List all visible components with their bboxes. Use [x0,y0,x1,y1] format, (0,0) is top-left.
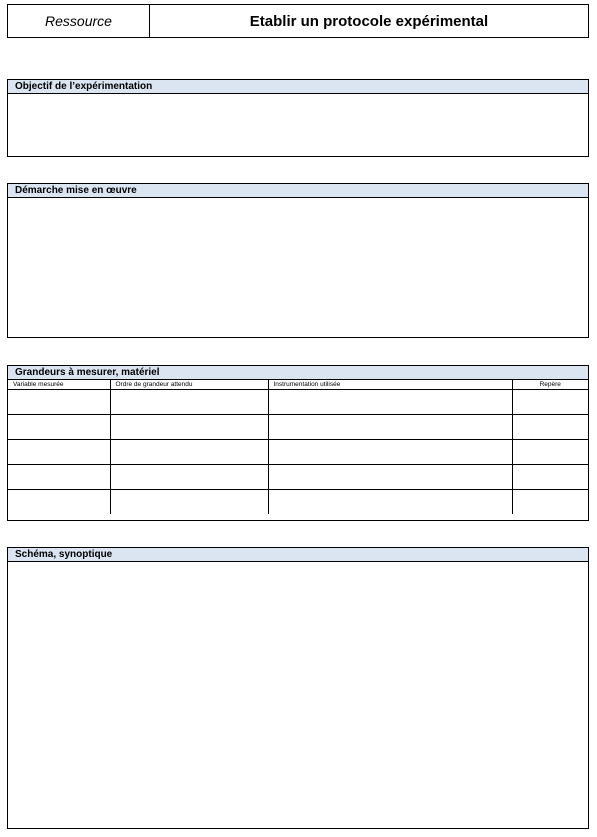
table-cell[interactable] [8,390,110,415]
table-row [8,465,588,490]
document-header [7,4,589,38]
resource-label: Ressource [8,5,150,37]
objective-input-area[interactable] [8,94,588,156]
table-cell[interactable] [268,415,512,440]
table-cell[interactable] [8,440,110,465]
column-header-instrumentation: Instrumentation utilisée [268,380,512,390]
diagram-section-title: Schéma, synoptique [8,548,588,562]
table-cell[interactable] [110,390,268,415]
measurements-section-title: Grandeurs à mesurer, matériel [8,366,588,380]
column-header-reference: Repère [512,380,588,390]
table-cell[interactable] [512,390,588,415]
measurements-section [7,365,589,521]
table-cell[interactable] [512,415,588,440]
table-cell[interactable] [268,465,512,490]
table-cell[interactable] [8,490,110,515]
table-row [8,415,588,440]
document-title: Etablir un protocole expérimental [249,12,489,30]
table-cell[interactable] [110,440,268,465]
approach-section-title: Démarche mise en œuvre [8,184,588,198]
approach-section [7,183,589,338]
approach-input-area[interactable] [8,198,588,337]
column-header-order: Ordre de grandeur attendu [110,380,268,390]
table-row [8,390,588,415]
table-cell[interactable] [268,390,512,415]
table-cell[interactable] [110,415,268,440]
diagram-section [7,547,589,829]
table-cell[interactable] [512,440,588,465]
table-cell[interactable] [110,490,268,515]
table-header-row [8,380,588,390]
measurements-table [8,380,588,514]
table-cell[interactable] [512,465,588,490]
table-row [8,440,588,465]
table-cell[interactable] [110,465,268,490]
diagram-input-area[interactable] [8,562,588,828]
table-cell[interactable] [268,440,512,465]
table-cell[interactable] [8,415,110,440]
table-cell[interactable] [268,490,512,515]
table-cell[interactable] [8,465,110,490]
objective-section [7,79,589,157]
column-header-variable: Variable mesurée [8,380,110,390]
objective-section-title: Objectif de l’expérimentation [8,80,588,94]
table-row [8,490,588,515]
table-cell[interactable] [512,490,588,515]
